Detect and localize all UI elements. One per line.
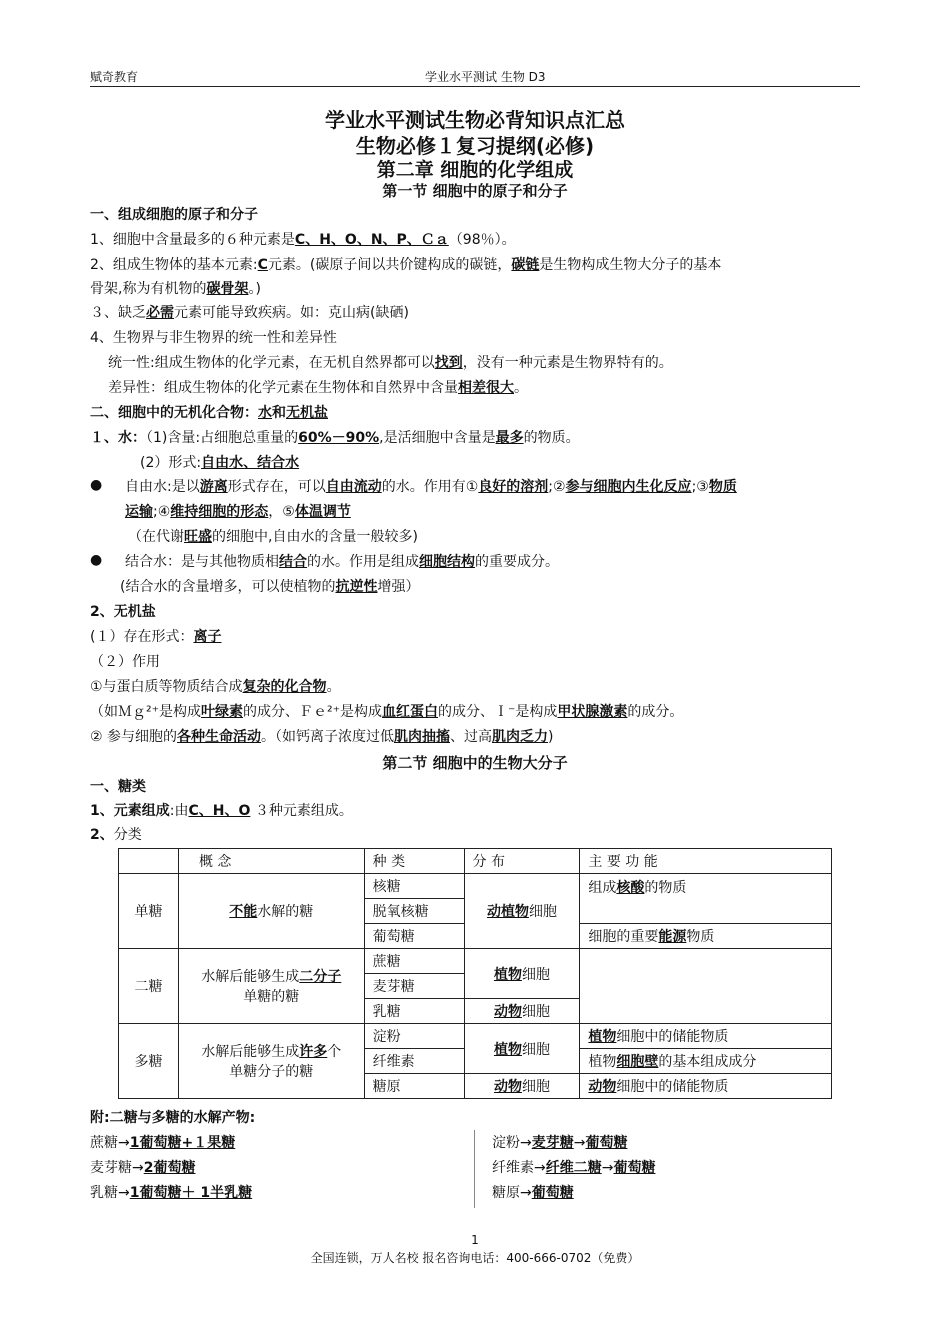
para-free-water-note: （在代谢旺盛的细胞中,自由水的含量一般较多): [128, 529, 418, 545]
sub-title: 生物必修１复习提纲(必修): [355, 134, 595, 158]
col-distribution: 分 布: [464, 849, 580, 874]
mono-label: 单糖: [119, 874, 179, 949]
di-label: 二糖: [119, 949, 179, 1024]
type-glycogen: 糖原: [364, 1074, 464, 1099]
para-free-water: 自由水:是以游离形式存在，可以自由流动的水。作用有①良好的溶剂;②参与细胞内生化反应;③物质: [125, 479, 737, 495]
col-concept: 概 念: [178, 849, 364, 874]
para-bound-water-note: (结合水的含量增多，可以使植物的抗逆性增强）: [120, 579, 420, 595]
heading-salts: 2、无机盐: [90, 604, 156, 620]
para-salt-role: （２）作用: [90, 654, 160, 670]
table-row: [119, 1024, 832, 1049]
heading-atoms: 一、组成细胞的原子和分子: [90, 207, 258, 223]
di-function: [580, 949, 832, 1024]
header-left: 赋奇教育: [90, 70, 139, 84]
poly-function-3: 动物细胞中的储能物质: [580, 1074, 832, 1099]
heading-sugars: 一、糖类: [90, 779, 146, 795]
col-type: 种 类: [364, 849, 464, 874]
table-row: [119, 874, 832, 899]
di-concept: 水解后能够生成二分子 单糖的糖: [178, 949, 364, 1024]
mono-function-1: 组成核酸的物质: [580, 874, 832, 924]
type-sucrose: 蔗糖: [364, 949, 464, 974]
table-row: [119, 949, 832, 974]
type-glucose: 葡萄糖: [364, 924, 464, 949]
para-diversity: 差异性：组成生物体的化学元素在生物体和自然界中含量相差很大。: [108, 380, 528, 396]
page-number: 1: [471, 1233, 479, 1247]
para-basic-element: 2、组成生物体的基本元素:C元素。(碳原子间以共价键构成的碳链，碳链是生物构成生物大分子的基本: [90, 257, 722, 273]
para-salt-life: ② 参与细胞的各种生命活动。（如钙离子浓度过低肌肉抽搐、过高肌肉乏力): [90, 729, 554, 745]
para-salt-examples: （如Ｍｇ²⁺是构成叶绿素的成分、Ｆｅ²⁺是构成血红蛋白的成分、Ｉ⁻是构成甲状腺激素的成分。: [90, 704, 684, 720]
para-bound-water: 结合水：是与其他物质相结合的水。作用是组成细胞结构的重要成分。: [125, 554, 559, 570]
page-header: [90, 66, 860, 87]
column-divider: [474, 1130, 475, 1208]
bullet-free-water: ●: [90, 477, 103, 493]
para-free-water-cont: 运输;④维持细胞的形态，⑤体温调节: [125, 504, 351, 520]
para-sugar-classes: 2、分类: [90, 827, 142, 843]
type-maltose: 麦芽糖: [364, 974, 464, 999]
heading-inorganic: 二、细胞中的无机化合物：水和无机盐: [90, 405, 328, 421]
hydrolysis-glycogen: 糖原→葡萄糖: [492, 1185, 574, 1201]
poly-concept: 水解后能够生成许多个 单糖分子的糖: [178, 1024, 364, 1099]
hydrolysis-title: 附:二糖与多糖的水解产物:: [90, 1110, 256, 1126]
hydrolysis-maltose: 麦芽糖→2葡萄糖: [90, 1160, 196, 1176]
hydrolysis-starch: 淀粉→麦芽糖→葡萄糖: [492, 1135, 628, 1151]
para-water-forms: (2）形式:自由水、结合水: [140, 455, 300, 471]
type-starch: 淀粉: [364, 1024, 464, 1049]
type-lactose: 乳糖: [364, 999, 464, 1024]
di-plant-distribution: 植物细胞: [464, 949, 580, 999]
chapter-title: 第二章 细胞的化学组成: [376, 159, 574, 181]
para-basic-element-cont: 骨架,称为有机物的碳骨架。): [90, 281, 261, 297]
para-salt-form: (１）存在形式：离子: [90, 629, 222, 645]
para-elements: 1、细胞中含量最多的６种元素是C、H、O、N、P、Ｃａ（98％）。: [90, 232, 516, 248]
hydrolysis-cellulose: 纤维素→纤维二糖→葡萄糖: [492, 1160, 656, 1176]
header-center: 学业水平测试 生物 D3: [425, 70, 546, 84]
mono-function-2: 细胞的重要能源物质: [580, 924, 832, 949]
section2-title: 第二节 细胞中的生物大分子: [382, 754, 568, 772]
sugar-classification-table: [118, 848, 832, 1099]
para-water-content: １、水：（1)含量:占细胞总重量的60%－90%,是活细胞中含量是最多的物质。: [90, 430, 580, 446]
para-deficiency: ３、缺乏必需元素可能导致疾病。如：克山病(缺硒): [90, 305, 409, 321]
poly-plant-distribution: 植物细胞: [464, 1024, 580, 1074]
section1-title: 第一节 细胞中的原子和分子: [382, 182, 568, 200]
type-cellulose: 纤维素: [364, 1049, 464, 1074]
hydrolysis-lactose: 乳糖→1葡萄糖＋ 1半乳糖: [90, 1185, 253, 1201]
di-animal-distribution: 动物细胞: [464, 999, 580, 1024]
type-deoxyribose: 脱氧核糖: [364, 899, 464, 924]
type-ribose: 核糖: [364, 874, 464, 899]
poly-function-2: 植物细胞壁的基本组成成分: [580, 1049, 832, 1074]
poly-function-1: 植物细胞中的储能物质: [580, 1024, 832, 1049]
table-header-row: [119, 849, 832, 874]
para-unity-diversity: 4、生物界与非生物界的统一性和差异性: [90, 330, 337, 346]
main-title: 学业水平测试生物必背知识点汇总: [325, 108, 625, 132]
mono-distribution: 动植物细胞: [464, 874, 580, 949]
para-salt-compound: ①与蛋白质等物质结合成复杂的化合物。: [90, 679, 341, 695]
bullet-bound-water: ●: [90, 552, 103, 568]
poly-animal-distribution: 动物细胞: [464, 1074, 580, 1099]
col-function: 主 要 功 能: [580, 849, 832, 874]
hydrolysis-sucrose: 蔗糖→1葡萄糖+１果糖: [90, 1135, 236, 1151]
mono-concept: 不能水解的糖: [178, 874, 364, 949]
para-sugar-elements: 1、元素组成:由C、H、O ３种元素组成。: [90, 803, 353, 819]
poly-label: 多糖: [119, 1024, 179, 1099]
para-unity: 统一性:组成生物体的化学元素，在无机自然界都可以找到，没有一种元素是生物界特有的。: [108, 355, 673, 371]
footer-contact: 全国连锁，万人名校 报名咨询电话：400-666-0702（免费）: [310, 1251, 640, 1265]
